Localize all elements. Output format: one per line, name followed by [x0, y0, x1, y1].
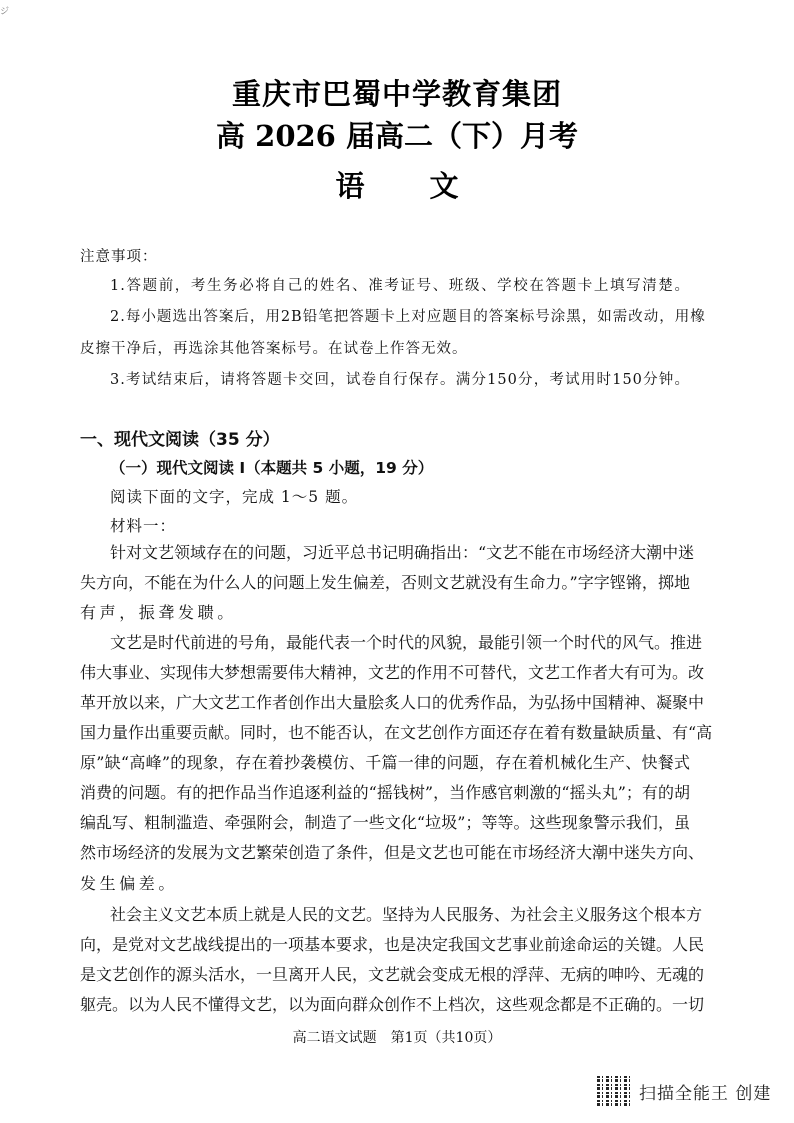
passage-line: 向，是党对文艺战线提出的一项基本要求，也是决定我国文艺事业前途命运的关键。人民 — [80, 935, 705, 954]
passage-line: 有声，振聋发聩。 — [80, 603, 237, 622]
instruction-text: 阅读下面的文字，完成 1～5 题。 — [110, 488, 359, 506]
notice-item: 皮擦干净后，再选涂其他答案标号。在试卷上作答无效。 — [80, 341, 468, 357]
passage-line: 躯壳。以为人民不懂得文艺，以为面向群众创作不上档次，这些观念都是不正确的。一切 — [80, 995, 705, 1014]
section-subtitle: （一）现代文阅读 I（本题共 5 小题，19 分） — [110, 459, 434, 477]
passage-line: 是文艺创作的源头活水，一旦离开人民，文艺就会变成无根的浮萍、无病的呻吟、无魂的 — [80, 965, 705, 984]
passage-line: 编乱写、粗制滥造、牵强附会，制造了一些文化“垃圾”；等等。这些现象警示我们，虽 — [80, 813, 690, 832]
qr-code-icon — [597, 1074, 631, 1108]
passage-line: 消费的问题。有的把作品当作追逐利益的“摇钱树”，当作感官刺激的“摇头丸”；有的胡 — [80, 783, 690, 802]
material-label: 材料一： — [110, 517, 177, 535]
passage-line: 发生偏差。 — [80, 874, 179, 893]
notice-title: 注意事项： — [80, 249, 158, 265]
scan-corner-mark: ジ — [0, 7, 10, 17]
passage-line: 伟大事业、实现伟大梦想需要伟大精神，文艺的作用不可替代，文艺工作者大有可为。改 — [80, 663, 705, 682]
passage-line: 针对文艺领域存在的问题，习近平总书记明确指出：“文艺不能在市场经济大潮中迷 — [110, 543, 695, 562]
passage-line: 社会主义文艺本质上就是人民的文艺。坚持为人民服务、为社会主义服务这个根本方 — [110, 905, 703, 924]
passage-line: 原”缺“高峰”的现象，存在着抄袭模仿、千篇一律的问题，存在着机械化生产、快餐式 — [80, 753, 690, 772]
passage-line: 失方向，不能在为什么人的问题上发生偏差，否则文艺就没有生命力。”字字铿锵，掷地 — [80, 573, 690, 592]
passage-line: 国力量作出重要贡献。同时，也不能否认，在文艺创作方面还存在着有数量缺质量、有“高 — [80, 723, 713, 742]
exam-title: 高 2026 届高二（下）月考 — [216, 119, 578, 153]
scanner-watermark — [597, 1074, 771, 1108]
passage-line: 革开放以来，广大文艺工作者创作出大量脍炙人口的优秀作品，为弘扬中国精神、凝聚中 — [80, 693, 705, 712]
notice-item: 1.答题前，考生务必将自己的姓名、准考证号、班级、学校在答题卡上填写清楚。 — [110, 278, 690, 294]
notice-item: 2.每小题选出答案后，用2B铅笔把答题卡上对应题目的答案标号涂黑，如需改动，用橡 — [110, 309, 706, 325]
school-title: 重庆市巴蜀中学教育集团 — [231, 77, 562, 111]
notice-item: 3.考试结束后，请将答题卡交回，试卷自行保存。满分150分，考试用时150分钟。 — [110, 372, 690, 388]
subject-title: 语 文 — [335, 169, 477, 203]
passage-line: 然市场经济的发展为文艺繁荣创造了条件，但是文艺也可能在市场经济大潮中迷失方向、 — [80, 843, 705, 862]
passage-line: 文艺是时代前进的号角，最能代表一个时代的风貌，最能引领一个时代的风气。推进 — [110, 633, 703, 652]
section-title: 一、现代文阅读（35 分） — [80, 430, 280, 450]
page-footer: 高二语文试题 第1页（共10页） — [292, 1030, 502, 1046]
watermark-text: 扫描全能王 创建 — [639, 1083, 772, 1104]
